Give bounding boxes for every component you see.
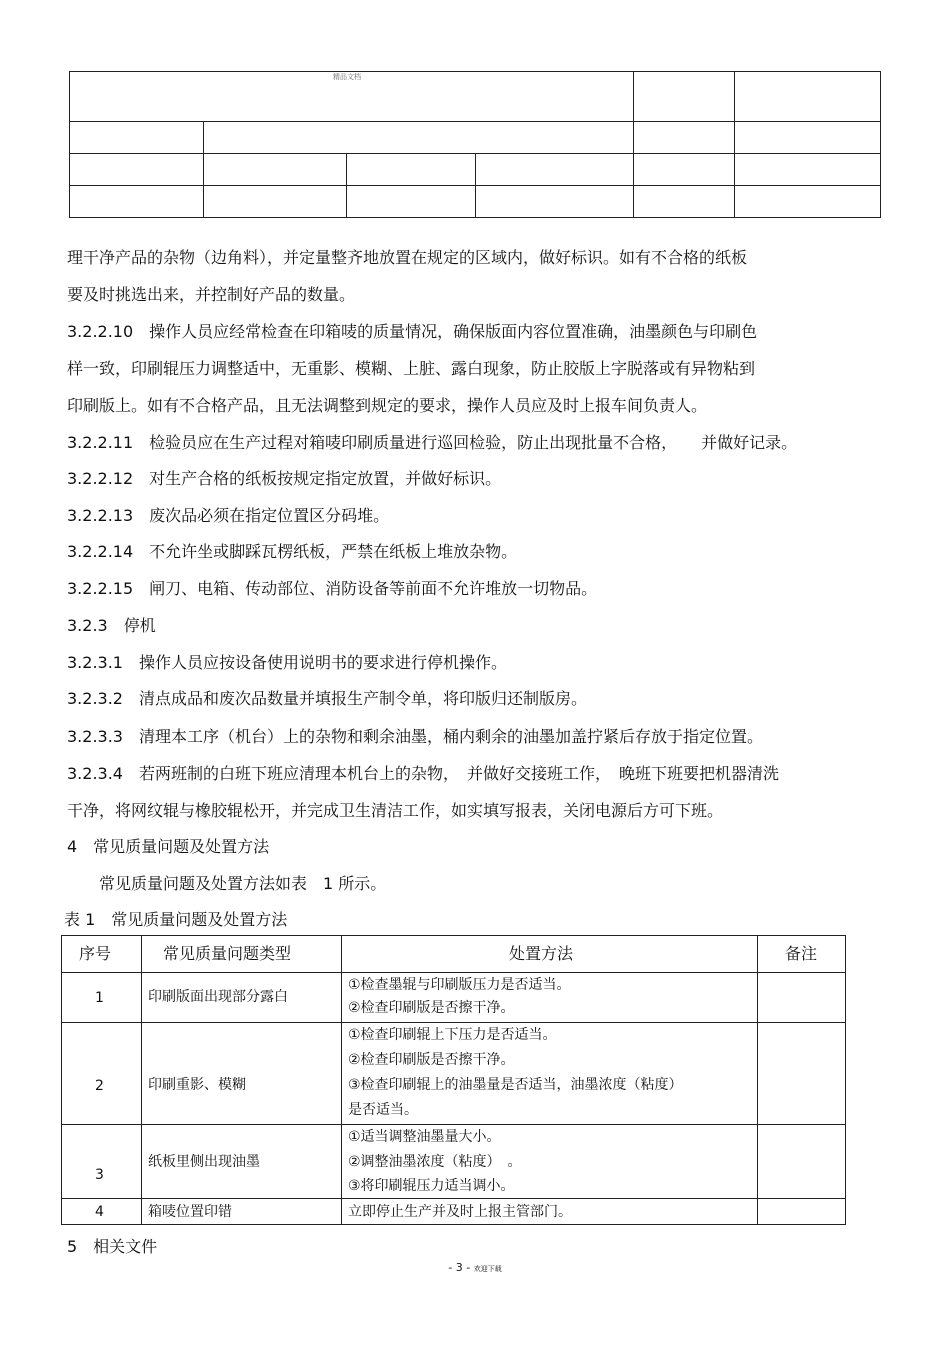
paragraph-line: 3.2.3.2 清点成品和废次品数量并填报生产制令单，将印版归还制版房。 — [67, 689, 587, 708]
table-cell-no: 3 — [95, 1167, 104, 1183]
paragraph-line: 理干净产品的杂物（边角料），并定量整齐地放置在规定的区域内，做好标识。如有不合格的纸板 — [67, 248, 748, 267]
watermark-text: 精品文档 — [333, 73, 361, 81]
paragraph-line: 3.2.2.15 闸刀、电箱、传动部位、消防设备等前面不允许堆放一切物品。 — [67, 579, 598, 598]
table-cell-no: 1 — [95, 990, 104, 1006]
paragraph-line: 常见质量问题及处置方法如表 1 所示。 — [67, 874, 387, 893]
table-header-type: 常见质量问题类型 — [163, 944, 292, 963]
table-cell-no: 2 — [95, 1078, 104, 1094]
table-cell-method: ③将印刷辊压力适当调小。 — [348, 1178, 515, 1194]
section-heading: 5 相关文件 — [67, 1237, 158, 1256]
table-cell-method: ②检查印刷版是否擦干净。 — [348, 1052, 515, 1068]
table-cell-type: 印刷重影、模糊 — [148, 1077, 246, 1093]
paragraph-line: 3.2.2.10 操作人员应经常检查在印箱唛的质量情况，确保版面内容位置准确，油墨颜色与印刷色 — [67, 322, 758, 341]
section-heading: 4 常见质量问题及处置方法 — [67, 837, 270, 856]
paragraph-line: 3.2.3.1 操作人员应按设备使用说明书的要求进行停机操作。 — [67, 653, 507, 672]
table-cell-method: ①检查墨辊与印刷版压力是否适当。 — [348, 977, 571, 993]
table-cell-method: ②检查印刷版是否擦干净。 — [348, 1000, 515, 1016]
quality-table — [61, 935, 846, 1225]
table-cell-type: 箱唛位置印错 — [148, 1204, 232, 1220]
section-heading: 3.2.3 停机 — [67, 616, 156, 635]
table-cell-method: 是否适当。 — [348, 1102, 418, 1118]
table-header-method: 处置方法 — [509, 944, 574, 963]
page-footer — [0, 1261, 950, 1274]
table-cell-method: 立即停止生产并及时上报主管部门。 — [348, 1204, 572, 1220]
table-cell-method: ①检查印刷辊上下压力是否适当。 — [348, 1027, 557, 1043]
paragraph-line: 3.2.2.12 对生产合格的纸板按规定指定放置，并做好标识。 — [67, 469, 502, 488]
paragraph-line: 样一致，印刷辊压力调整适中，无重影、模糊、上脏、露白现象，防止胶版上字脱落或有异物粘到 — [67, 359, 756, 378]
paragraph-line: 印刷版上。如有不合格产品，且无法调整到规定的要求，操作人员应及时上报车间负责人。 — [67, 396, 708, 415]
footer-note: 欢迎下载 — [473, 1265, 502, 1273]
table-header-no: 序号 — [79, 944, 112, 963]
paragraph-line: 3.2.3.3 清理本工序（机台）上的杂物和剩余油墨，桶内剩余的油墨加盖拧紧后存放于指定位置。 — [67, 727, 763, 746]
table-cell-method: ②调整油墨浓度（粘度） 。 — [348, 1154, 522, 1170]
paragraph-line: 3.2.2.11 检验员应在生产过程对箱唛印刷质量进行巡回检验，防止出现批量不合格， 并做好记录。 — [67, 433, 798, 452]
table-cell-method: ①适当调整油墨量大小。 — [348, 1129, 501, 1145]
table-cell-type: 印刷版面出现部分露白 — [148, 989, 288, 1005]
table-cell-method: ③检查印刷辊上的油墨量是否适当，油墨浓度（粘度） — [348, 1077, 683, 1093]
header-table — [69, 71, 881, 218]
table-header-remark: 备注 — [785, 944, 818, 963]
table-caption: 表 1 常见质量问题及处置方法 — [64, 910, 288, 929]
table-cell-no: 4 — [95, 1204, 104, 1220]
paragraph-line: 3.2.3.4 若两班制的白班下班应清理本机台上的杂物， 并做好交接班工作， 晚班下班要把机器清洗 — [67, 764, 779, 783]
paragraph-line: 3.2.2.13 废次品必须在指定位置区分码堆。 — [67, 506, 390, 525]
paragraph-line: 要及时挑选出来，并控制好产品的数量。 — [67, 285, 356, 304]
page-number: - 3 - — [448, 1261, 471, 1274]
table-cell-type: 纸板里侧出现油墨 — [148, 1154, 260, 1170]
paragraph-line: 干净，将网纹辊与橡胶辊松开，并完成卫生清洁工作，如实填写报表，关闭电源后方可下班。 — [67, 801, 724, 820]
paragraph-line: 3.2.2.14 不允许坐或脚踩瓦楞纸板，严禁在纸板上堆放杂物。 — [67, 542, 518, 561]
